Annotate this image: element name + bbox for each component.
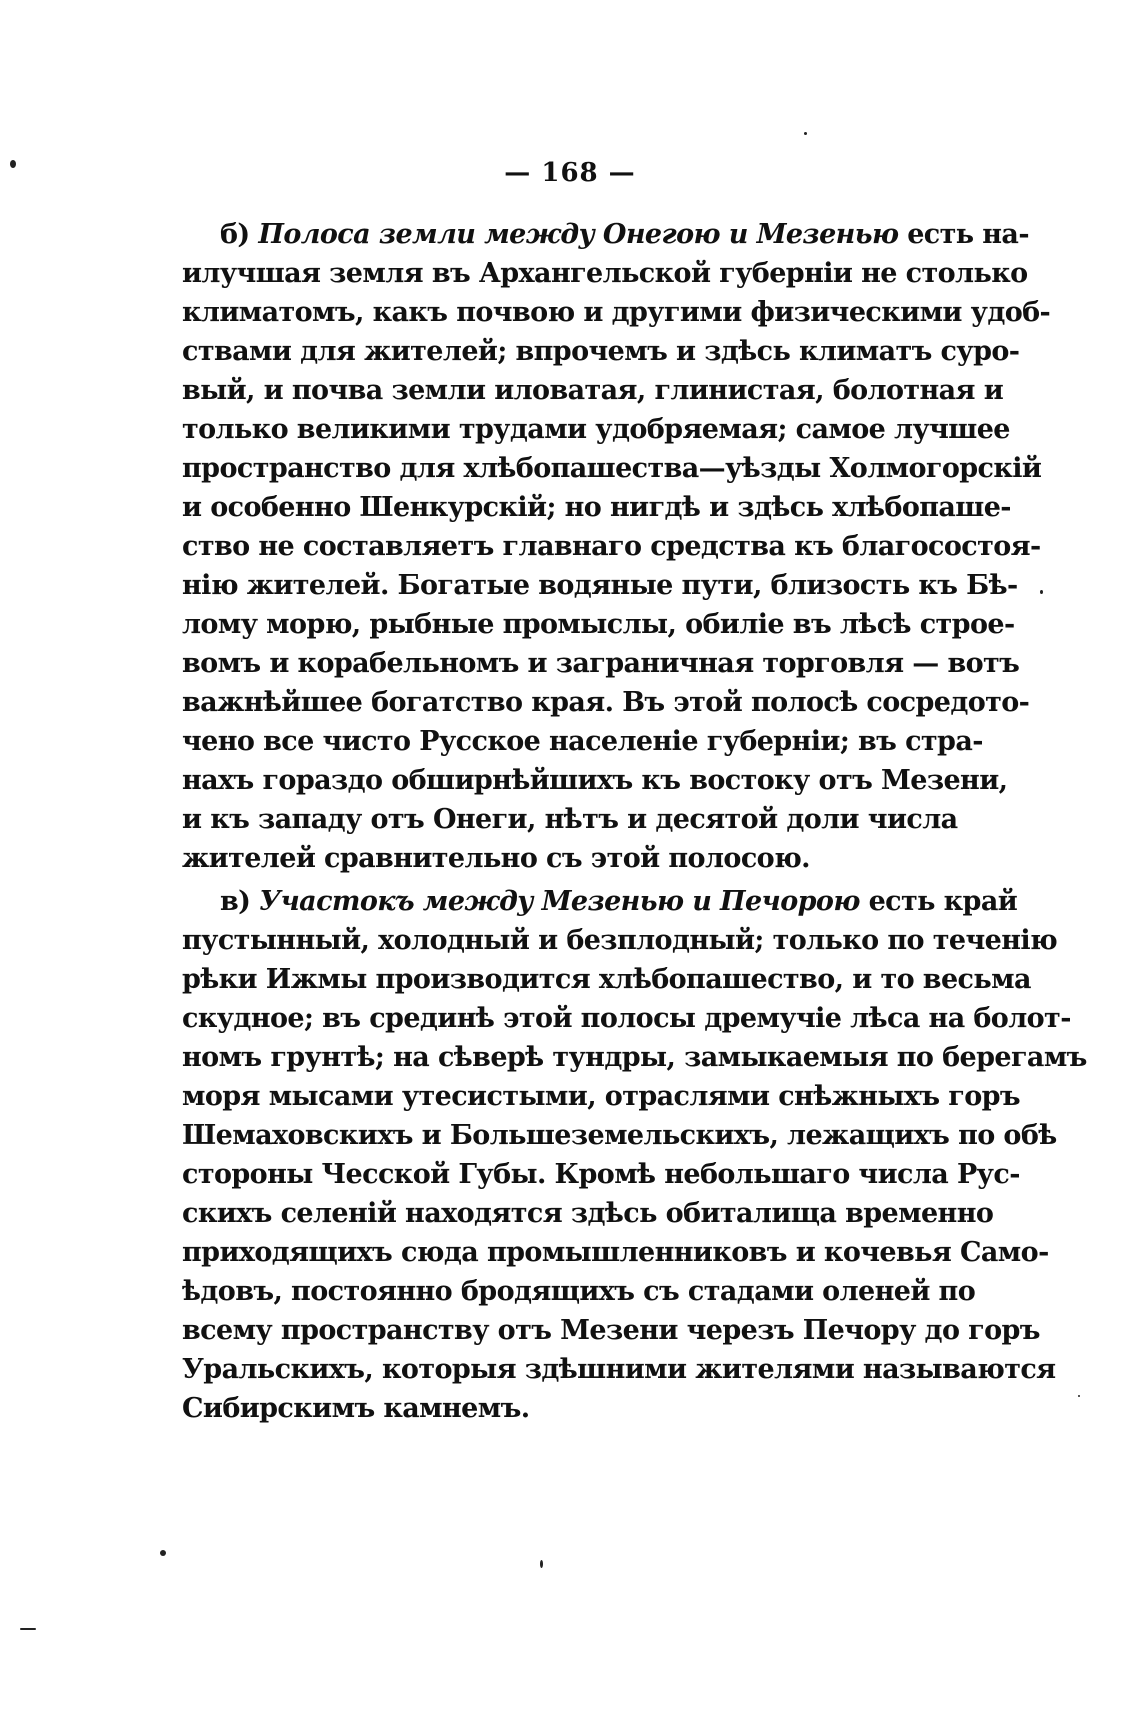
text-line: Шемаховскихъ и Большеземельскихъ, лежащихъ по обѣ bbox=[182, 1120, 1057, 1151]
paragraph-v bbox=[182, 882, 1087, 1428]
page-number: — 168 — bbox=[504, 158, 636, 188]
text-line: скихъ селеній находятся здѣсь обиталища временно bbox=[182, 1198, 994, 1229]
scan-speck bbox=[540, 1560, 543, 1568]
text-line: Сибирскимъ камнемъ. bbox=[182, 1393, 530, 1424]
text-line: только великими трудами удобряемая; самое лучшее bbox=[182, 414, 1010, 445]
paragraph-b bbox=[182, 215, 1051, 878]
text-line: илучшая земля въ Архангельской губерніи не столько bbox=[182, 258, 1028, 289]
text-line: приходящихъ сюда промышленниковъ и кочевья Само- bbox=[182, 1237, 1049, 1268]
scan-speck bbox=[10, 160, 16, 168]
body-text bbox=[182, 215, 1087, 1428]
text-line: скудное; въ срединѣ этой полосы дремучіе лѣса на болот- bbox=[182, 1003, 1071, 1034]
text-line: лому морю, рыбные промыслы, обиліе въ лѣсѣ строе- bbox=[182, 609, 1015, 640]
text-line: пространство для хлѣбопашества—уѣзды Холмогорскій bbox=[182, 453, 1042, 484]
text-line: нахъ гораздо обширнѣйшихъ къ востоку отъ Мезени, bbox=[182, 765, 1008, 796]
text-line: нію жителей. Богатые водяные пути, близость къ Бѣ- bbox=[182, 570, 1018, 601]
paragraph-label: в) bbox=[220, 886, 251, 917]
text-line: рѣки Ижмы производится хлѣбопашество, и то весьма bbox=[182, 964, 1031, 995]
text-line: ство не составляетъ главнаго средства къ благосостоя- bbox=[182, 531, 1041, 562]
scan-speck bbox=[1040, 590, 1043, 594]
text-line: вомъ и корабельномъ и заграничная торговля — вотъ bbox=[182, 648, 1020, 679]
scan-speck bbox=[20, 1628, 36, 1630]
text-line: жителей сравнительно съ этой полосою. bbox=[182, 843, 810, 874]
text-line: моря мысами утесистыми, отраслями снѣжныхъ горъ bbox=[182, 1081, 1021, 1112]
paragraph-heading: Полоса земли между Онегою и Мезенью bbox=[258, 219, 899, 250]
text-line: важнѣйшее богатство края. Въ этой полосѣ сосредото- bbox=[182, 687, 1030, 718]
line-text: есть на- bbox=[898, 219, 1029, 250]
paragraph-label: б) bbox=[220, 219, 250, 250]
scan-speck bbox=[160, 1550, 166, 1556]
text-line: чено все чисто Русское населеніе губерніи; въ стра- bbox=[182, 726, 983, 757]
text-line: ствами для жителей; впрочемъ и здѣсь климатъ суро- bbox=[182, 336, 1020, 367]
text-line: Уральскихъ, которыя здѣшними жителями называются bbox=[182, 1354, 1056, 1385]
text-line: климатомъ, какъ почвою и другими физическими удоб- bbox=[182, 297, 1051, 328]
scan-speck bbox=[804, 132, 807, 135]
text-line: ѣдовъ, постоянно бродящихъ съ стадами оленей по bbox=[182, 1276, 976, 1307]
text-line bbox=[182, 882, 1018, 921]
text-line: номъ грунтѣ; на сѣверѣ тундры, замыкаемыя по берегамъ bbox=[182, 1042, 1087, 1073]
paragraph-heading: Участокъ между Мезенью и Печорою bbox=[259, 886, 860, 917]
text-line: и особенно Шенкурскій; но нигдѣ и здѣсь хлѣбопаше- bbox=[182, 492, 1011, 523]
text-line: вый, и почва земли иловатая, глинистая, болотная и bbox=[182, 375, 1004, 406]
line-text: есть край bbox=[859, 886, 1018, 917]
scan-speck bbox=[1078, 1395, 1080, 1397]
text-line: и къ западу отъ Онеги, нѣтъ и десятой доли числа bbox=[182, 804, 958, 835]
text-line: стороны Чесской Губы. Кромѣ небольшаго числа Рус- bbox=[182, 1159, 1020, 1190]
text-line: пустынный, холодный и безплодный; только по теченію bbox=[182, 925, 1058, 956]
text-line bbox=[182, 215, 1029, 254]
text-line: всему пространству отъ Мезени черезъ Печору до горъ bbox=[182, 1315, 1040, 1346]
